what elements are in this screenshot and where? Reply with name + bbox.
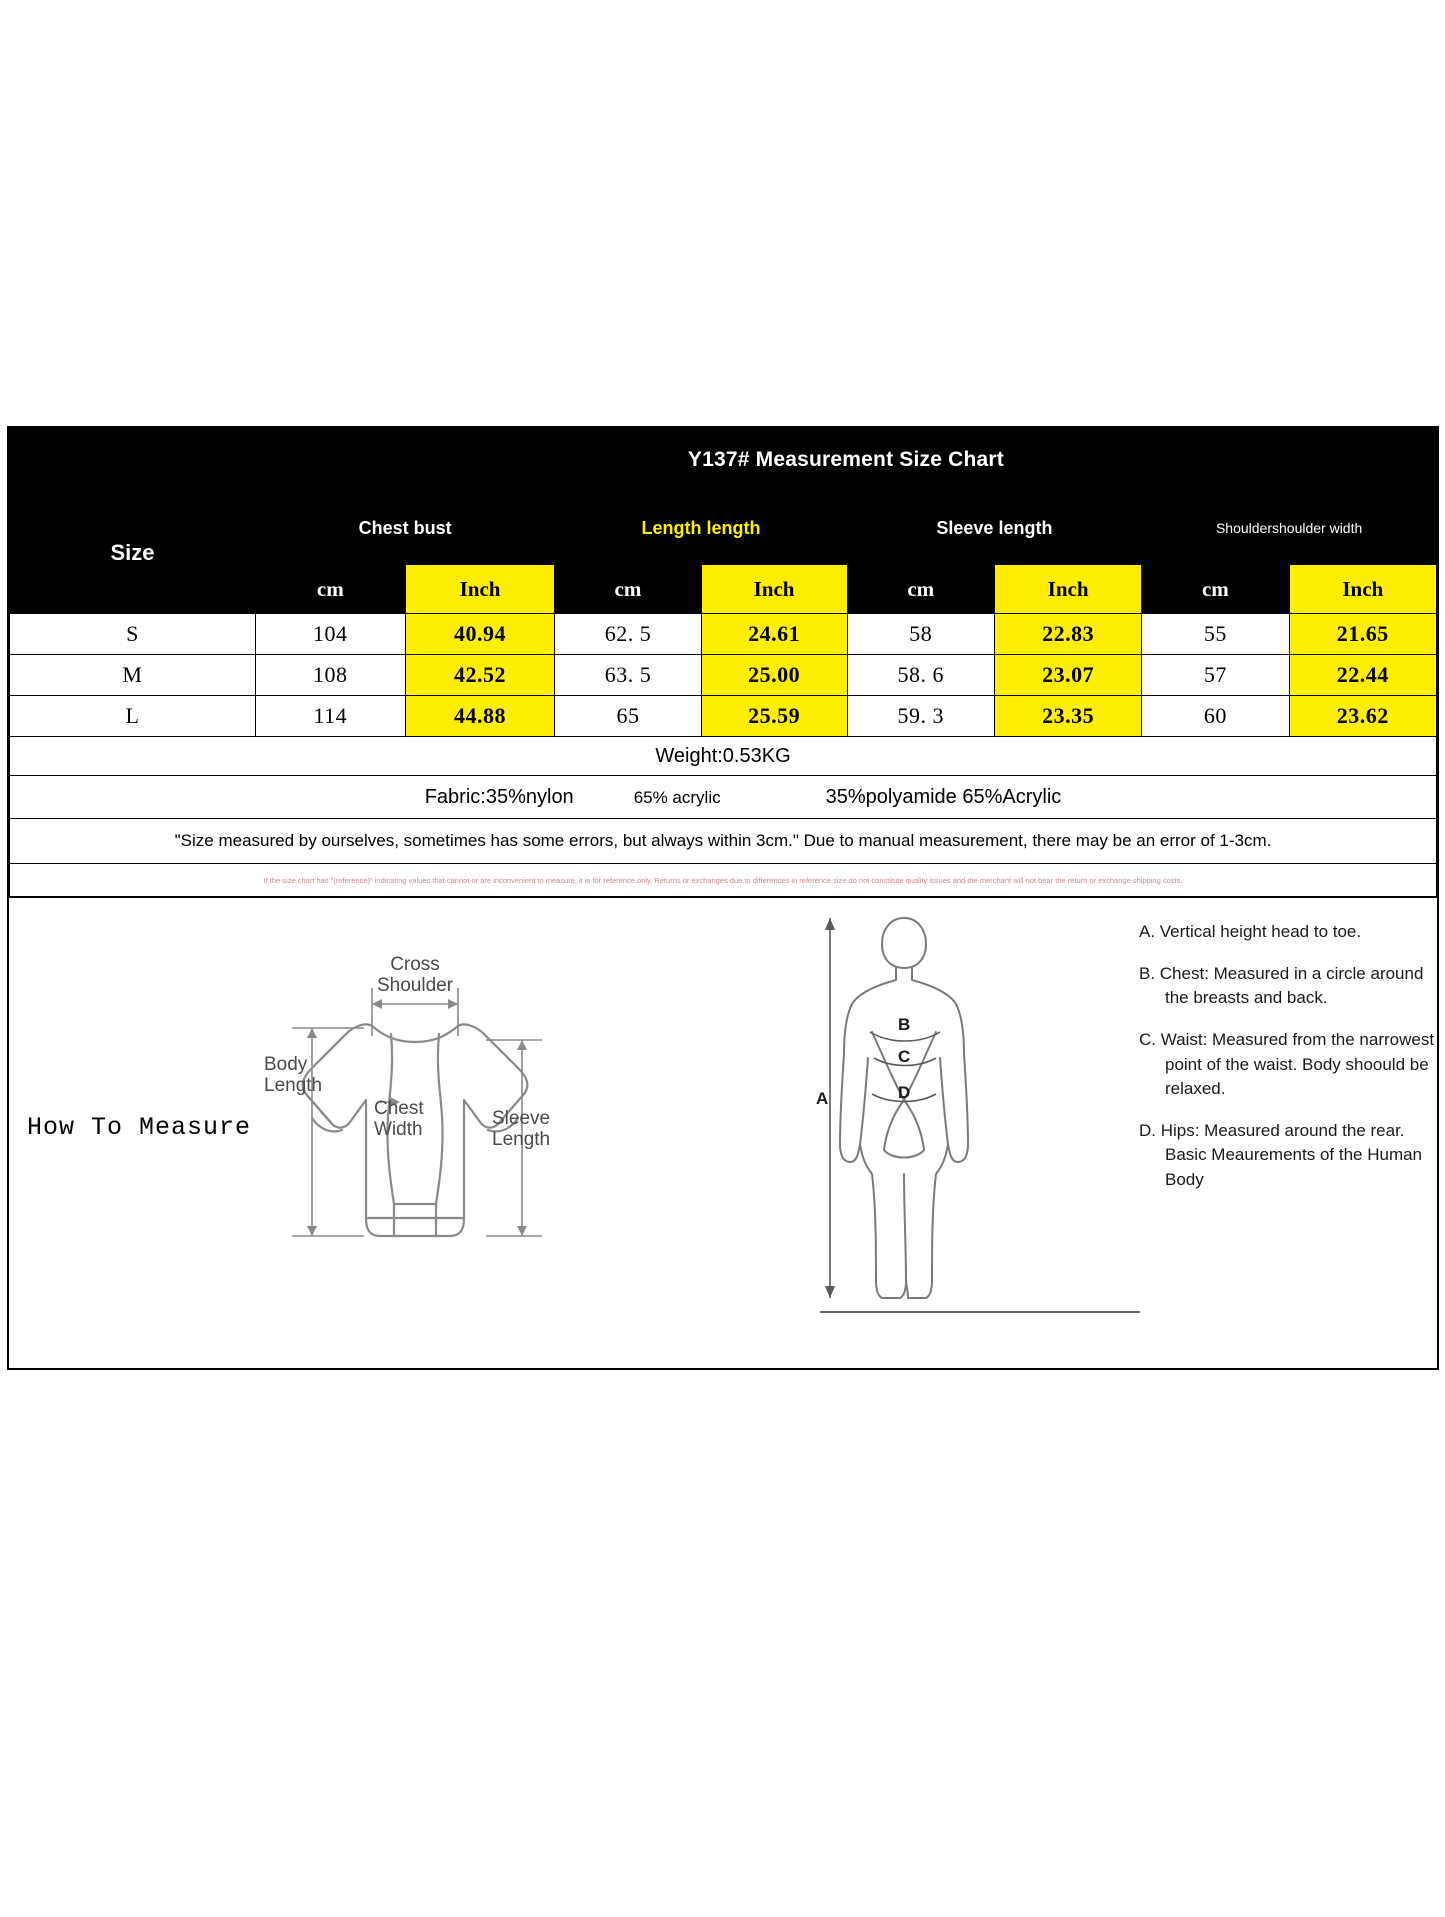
label-body-length-line1: Body xyxy=(264,1054,308,1075)
cell-l-sleeve-inch: 23.35 xyxy=(994,696,1141,737)
fabric-primary: Fabric:35%nylon xyxy=(424,785,574,808)
fabric-composition: 35%polyamide 65%Acrylic xyxy=(825,785,1062,808)
measure-desc-a: A. Vertical height head to toe. xyxy=(1139,922,1362,941)
cell-l-shoulder-inch: 23.62 xyxy=(1289,696,1436,737)
cell-s-shoulder-cm: 55 xyxy=(1142,614,1289,655)
fine-print-note: If the size chart has "(reference)" indicating values that cannot or are inconvenient to measure, it is for reference only. Returns or exchanges due to differences in reference size do not constitute quality issues and the merchant will not bear the return or exchange shipping costs. xyxy=(10,864,1437,897)
cell-l-shoulder-cm: 60 xyxy=(1142,696,1289,737)
row-size-label-m: M xyxy=(10,655,256,696)
measurement-note: "Size measured by ourselves, sometimes has some errors, but always within 3cm." Due to manual measurement, there may be an error of 1-3cm. xyxy=(10,819,1437,864)
table-row-title xyxy=(10,429,1437,492)
group-header-length: Length length xyxy=(555,492,847,565)
cell-s-chest-inch: 40.94 xyxy=(405,614,555,655)
label-sleeve-length-line2: Length xyxy=(492,1129,551,1150)
unit-header-chest-cm: cm xyxy=(255,565,405,614)
fabric-row-cell xyxy=(10,776,1437,819)
label-sleeve-length-line1: Sleeve xyxy=(492,1108,551,1129)
body-diagram-svg xyxy=(814,908,1144,1328)
title-spacer-cell xyxy=(10,429,256,492)
unit-header-sleeve-inch: Inch xyxy=(994,565,1141,614)
group-header-chest-bust: Chest bust xyxy=(255,492,555,565)
cell-m-shoulder-inch: 22.44 xyxy=(1289,655,1436,696)
cell-s-length-inch: 24.61 xyxy=(701,614,847,655)
unit-header-shoulder-cm: cm xyxy=(1142,565,1289,614)
how-to-measure-section xyxy=(9,897,1437,1368)
cell-m-length-inch: 25.00 xyxy=(701,655,847,696)
table-row-fabric xyxy=(10,776,1437,819)
measure-desc-d: D. Hips: Measured around the rear. Basic Meaurements of the Human Body xyxy=(1139,1120,1423,1190)
body-marker-a: A xyxy=(816,1089,829,1108)
size-column-header: Size xyxy=(10,492,256,614)
cell-m-chest-inch: 42.52 xyxy=(405,655,555,696)
label-chest-width-line2: Width xyxy=(374,1119,423,1140)
row-size-label-s: S xyxy=(10,614,256,655)
table-row-weight xyxy=(10,737,1437,776)
how-to-measure-label: How To Measure xyxy=(27,1113,252,1142)
cell-s-sleeve-cm: 58 xyxy=(847,614,994,655)
cell-m-length-cm: 63. 5 xyxy=(555,655,701,696)
body-marker-b: B xyxy=(898,1015,911,1034)
table-row xyxy=(10,614,1437,655)
cell-s-length-cm: 62. 5 xyxy=(555,614,701,655)
unit-header-sleeve-cm: cm xyxy=(847,565,994,614)
table-row xyxy=(10,696,1437,737)
table-row xyxy=(10,655,1437,696)
body-marker-c: C xyxy=(898,1047,911,1066)
unit-header-length-cm: cm xyxy=(555,565,701,614)
table-row-group-headers xyxy=(10,492,1437,565)
unit-header-length-inch: Inch xyxy=(701,565,847,614)
cell-s-sleeve-inch: 22.83 xyxy=(994,614,1141,655)
garment-diagram-svg xyxy=(254,918,584,1358)
body-measure-diagram xyxy=(814,908,1144,1328)
measure-descriptions xyxy=(1139,920,1439,1210)
cell-s-chest-cm: 104 xyxy=(255,614,405,655)
cell-m-sleeve-inch: 23.07 xyxy=(994,655,1141,696)
measurement-size-chart-table xyxy=(9,428,1437,897)
unit-header-chest-inch: Inch xyxy=(405,565,555,614)
cell-s-shoulder-inch: 21.65 xyxy=(1289,614,1436,655)
cell-l-sleeve-cm: 59. 3 xyxy=(847,696,994,737)
fabric-secondary: 65% acrylic xyxy=(633,787,721,807)
body-marker-d: D xyxy=(898,1083,911,1102)
row-size-label-l: L xyxy=(10,696,256,737)
group-header-shoulder-width: Shouldershoulder width xyxy=(1142,492,1437,565)
cell-m-chest-cm: 108 xyxy=(255,655,405,696)
garment-measure-diagram xyxy=(254,918,584,1358)
cell-l-chest-cm: 114 xyxy=(255,696,405,737)
cell-l-length-cm: 65 xyxy=(555,696,701,737)
table-row-note xyxy=(10,819,1437,864)
chart-title: Y137# Measurement Size Chart xyxy=(255,429,1436,492)
cell-m-shoulder-cm: 57 xyxy=(1142,655,1289,696)
label-chest-width-line1: Chest xyxy=(374,1098,424,1119)
measure-desc-b: B. Chest: Measured in a circle around the breasts and back. xyxy=(1139,963,1424,1008)
label-cross-shoulder-line1: Cross xyxy=(390,954,440,975)
label-body-length-line2: Length xyxy=(264,1075,323,1096)
group-header-sleeve-length: Sleeve length xyxy=(847,492,1142,565)
cell-l-chest-inch: 44.88 xyxy=(405,696,555,737)
size-chart-container xyxy=(7,426,1439,1370)
cell-l-length-inch: 25.59 xyxy=(701,696,847,737)
table-row-fine-print xyxy=(10,864,1437,897)
cell-m-sleeve-cm: 58. 6 xyxy=(847,655,994,696)
measure-desc-c: C. Waist: Measured from the narrowest point of the waist. Body shoould be relaxed. xyxy=(1139,1029,1435,1099)
label-cross-shoulder-line2: Shoulder xyxy=(376,975,454,996)
unit-header-shoulder-inch: Inch xyxy=(1289,565,1436,614)
weight-value: Weight:0.53KG xyxy=(10,737,1437,776)
